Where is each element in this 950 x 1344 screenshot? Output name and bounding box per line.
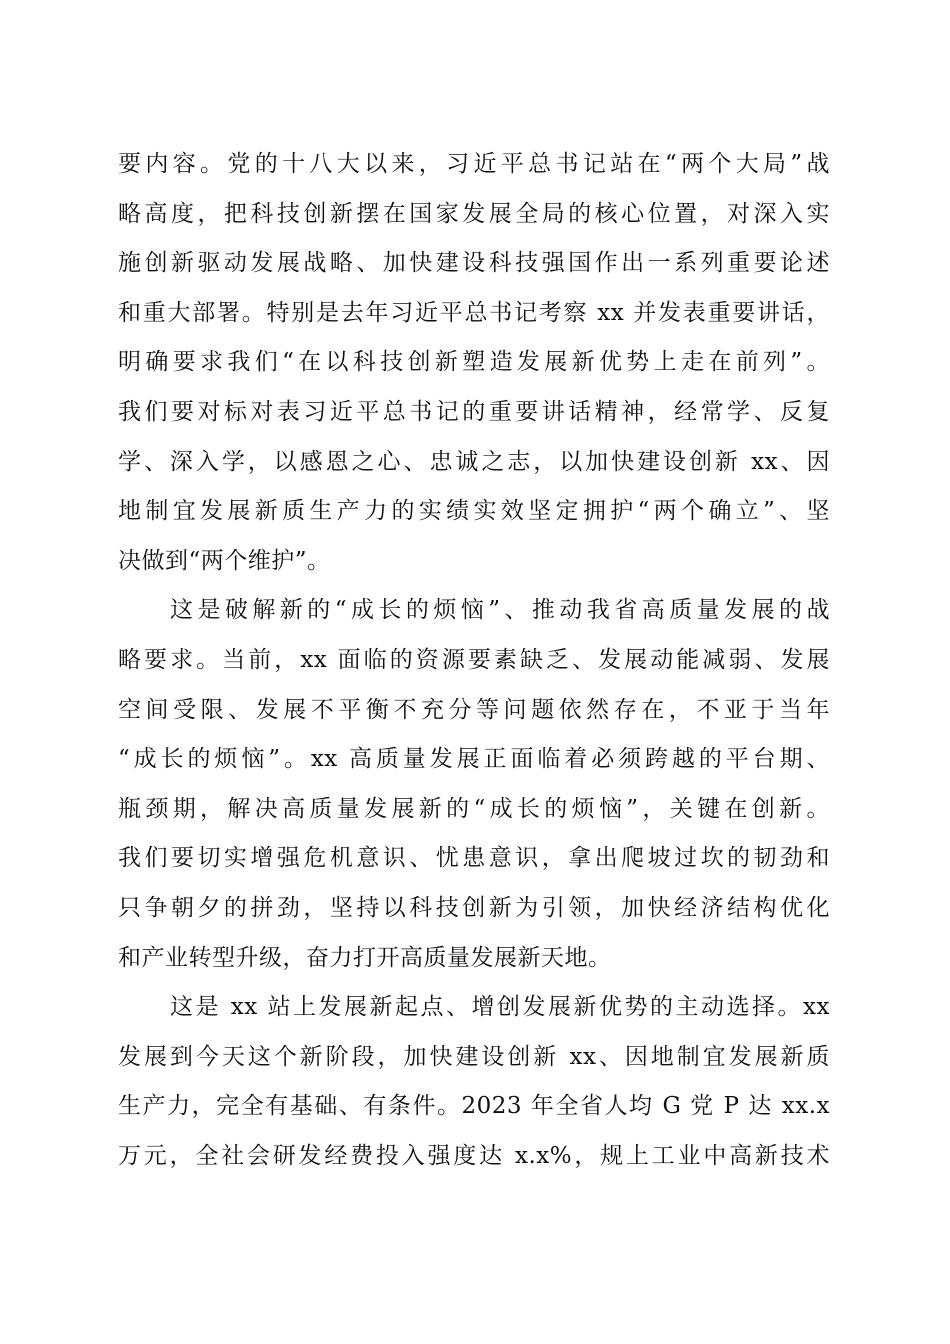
text-line: 明确要求我们“在以科技创新塑造发展新优势上走在前列”。 xyxy=(118,349,830,376)
text-line: 生产力，完全有基础、有条件。2023 年全省人均 G 党 P 达 xx.x xyxy=(118,1093,830,1120)
text-line: 只争朝夕的拼劲，坚持以科技创新为引领，加快经济结构优化 xyxy=(118,894,830,921)
text-line: 我们要对标对表习近平总书记的重要讲话精神，经常学、反复 xyxy=(118,398,830,425)
text-line: 略高度，把科技创新摆在国家发展全局的核心位置，对深入实 xyxy=(118,200,830,227)
text-line: 这是破解新的“成长的烦恼”、推动我省高质量发展的战 xyxy=(170,597,830,624)
text-line: 要内容。党的十八大以来，习近平总书记站在“两个大局”战 xyxy=(118,151,830,177)
text-line: 略要求。当前，xx 面临的资源要素缺乏、发展动能减弱、发展 xyxy=(118,646,830,673)
paragraph-1 xyxy=(118,140,830,586)
text-line: 万元，全社会研发经费投入强度达 x.x%，规上工业中高新技术 xyxy=(118,1142,830,1169)
text-line: 空间受限、发展不平衡不充分等问题依然存在，不亚于当年 xyxy=(118,696,830,723)
text-line: 决做到“两个维护”。 xyxy=(118,547,331,574)
text-line: 和重大部署。特别是去年习近平总书记考察 xx 并发表重要讲话， xyxy=(118,299,830,326)
document-body xyxy=(118,140,830,1181)
text-line: 瓶颈期，解决高质量发展新的“成长的烦恼”，关键在创新。 xyxy=(118,795,830,822)
text-line: 这是 xx 站上发展新起点、增创发展新优势的主动选择。xx xyxy=(170,994,830,1021)
text-line: 地制宜发展新质生产力的实绩实效坚定拥护“两个确立”、坚 xyxy=(118,498,830,525)
text-line: 发展到今天这个新阶段，加快建设创新 xx、因地制宜发展新质 xyxy=(118,1043,830,1070)
text-line: 和产业转型升级，奋力打开高质量发展新天地。 xyxy=(118,944,612,971)
text-line: 学、深入学，以感恩之心、忠诚之志，以加快建设创新 xx、因 xyxy=(118,448,830,475)
paragraph-2 xyxy=(118,586,830,983)
text-line: “成长的烦恼”。xx 高质量发展正面临着必须跨越的平台期、 xyxy=(118,746,830,773)
text-line: 施创新驱动发展战略、加快建设科技强国作出一系列重要论述 xyxy=(118,250,830,277)
paragraph-3 xyxy=(118,983,830,1181)
text-line: 我们要切实增强危机意识、忧患意识，拿出爬坡过坎的韧劲和 xyxy=(118,845,830,872)
